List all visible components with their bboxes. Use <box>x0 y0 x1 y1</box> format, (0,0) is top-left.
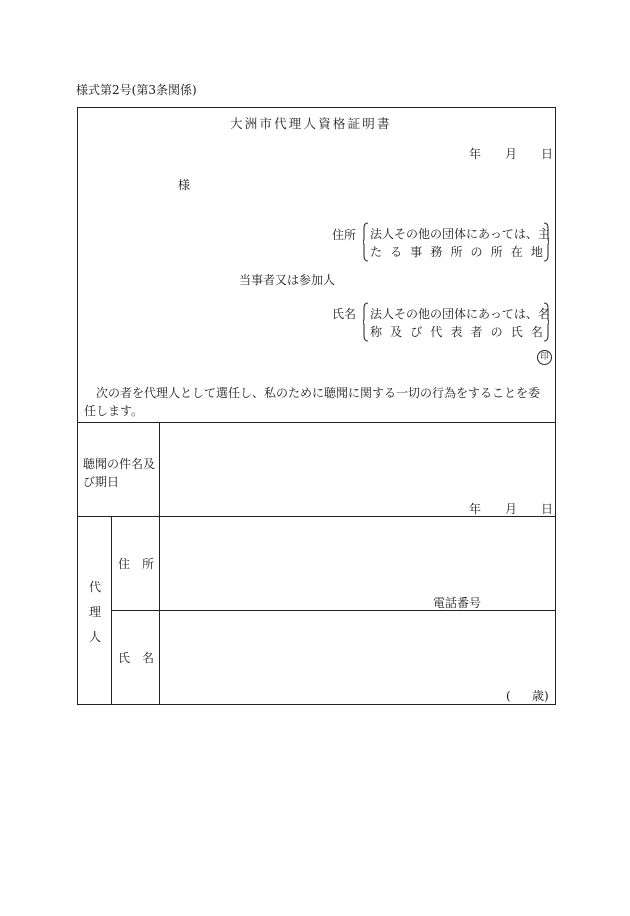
delegation-statement: 次の者を代理人として選任し、私のために聴聞に関する一切の行為をすることを委任します。 <box>84 386 541 418</box>
name-note-line2: 称 及 び 代 表 者 の 氏 名 <box>370 325 543 339</box>
agent-label-char: 代 <box>89 580 102 594</box>
seal-mark-icon: 印 <box>537 350 552 365</box>
agent-address-label: 住 所 <box>118 557 155 571</box>
address-note-line1: 法人その他の団体にあっては、主 <box>370 227 550 241</box>
year-label: 年 <box>469 147 482 161</box>
divider-line <box>111 610 556 611</box>
agent-name-label: 氏 名 <box>118 651 155 665</box>
agent-label-char: 人 <box>89 630 102 644</box>
name-label: 氏名 <box>332 307 357 321</box>
hearing-matter-label: 聴聞の件名及び期日 <box>83 457 156 489</box>
day-label: 日 <box>541 502 554 516</box>
address-note <box>363 222 549 262</box>
name-note <box>363 302 549 342</box>
form-number-label: 様式第2号(第3条関係) <box>76 83 197 97</box>
address-label: 住所 <box>332 228 357 242</box>
divider-line <box>77 422 556 423</box>
month-label: 月 <box>505 147 518 161</box>
name-note-line1: 法人その他の団体にあっては、名 <box>370 307 550 321</box>
document-title: 大洲市代理人資格証明書 <box>230 116 392 131</box>
addressee-honorific: 様 <box>178 178 191 192</box>
phone-label: 電話番号 <box>433 596 482 610</box>
party-label: 当事者又は参加人 <box>239 273 336 287</box>
divider-line <box>111 516 112 705</box>
year-label: 年 <box>469 502 482 516</box>
divider-line <box>77 516 556 517</box>
month-label: 月 <box>505 502 518 516</box>
age-open-paren: ( <box>506 689 511 703</box>
address-note-line2: た る 事 務 所 の 所 在 地 <box>370 245 543 259</box>
agent-label-char: 理 <box>89 605 102 619</box>
day-label: 日 <box>541 147 554 161</box>
divider-line <box>159 422 160 705</box>
age-label: 歳) <box>532 689 549 703</box>
